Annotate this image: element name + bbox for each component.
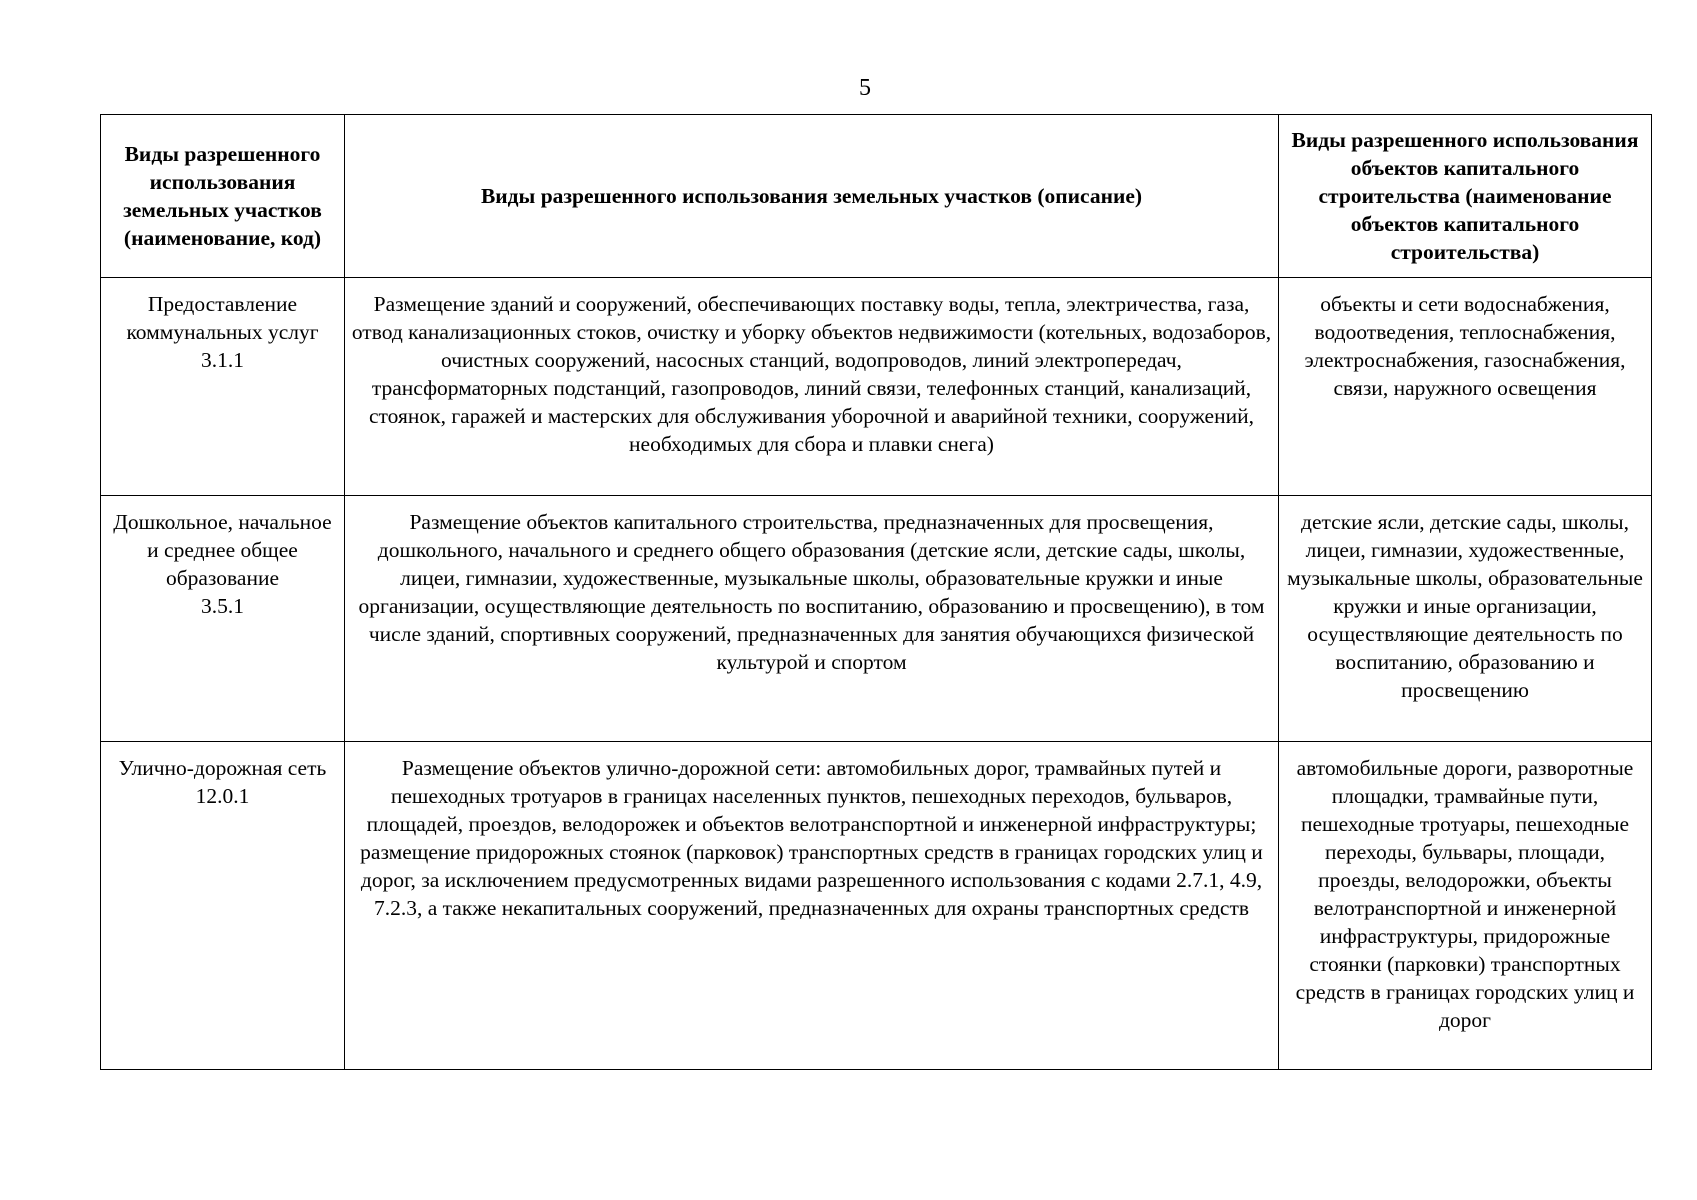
page-number: 5 [859,75,871,101]
land-use-name: Предоставление коммунальных услуг [126,292,319,344]
table-row [101,742,1652,1070]
land-use-description: Размещение объектов улично-дорожной сети: автомобильных дорог, трамвайных путей и пешеходных тротуаров в границах населенных пунктов, пешеходных переходов, бульваров, площадей, проездов, велодорожек и объектов велотранспортной и инженерной инфраструктуры; размещение придорожных стоянок (парковок) транспортных средств в границах городских улиц и дорог, за исключением предусмотренных видами разрешенного использования с кодами 2.7.1, 4.9, 7.2.3, а также некапитальных сооружений, предназначенных для охраны транспортных средств [345,742,1279,1070]
land-use-code: 3.5.1 [201,594,244,618]
land-use-code: 12.0.1 [195,784,250,808]
table-row [101,278,1652,496]
land-use-code: 3.1.1 [201,348,244,372]
table-row [101,496,1652,742]
construction-objects: детские ясли, детские сады, школы, лицеи, гимназии, художественные, музыкальные школы, образовательные кружки и иные организации, осуществляющие деятельность по воспитанию, образованию и просвещению [1279,496,1652,742]
land-use-name: Дошкольное, начальное и среднее общее образование [113,510,332,590]
construction-objects: объекты и сети водоснабжения, водоотведения, теплоснабжения, электроснабжения, газоснабжения, связи, наружного освещения [1279,278,1652,496]
header-construction-objects: Виды разрешенного использования объектов капитального строительства (наименование объектов капитального строительства) [1279,115,1652,278]
land-use-description: Размещение зданий и сооружений, обеспечивающих поставку воды, тепла, электричества, газа, отвод канализационных стоков, очистку и уборку объектов недвижимости (котельных, водозаборов, очистных сооружений, насосных станций, водопроводов, линий электропередач, трансформаторных подстанций, газопроводов, линий связи, телефонных станций, канализаций, стоянок, гаражей и мастерских для обслуживания уборочной и аварийной техники, сооружений, необходимых для сбора и плавки снега) [345,278,1279,496]
land-use-name-cell [101,496,345,742]
header-land-use-code: Виды разрешенного использования земельных участков (наименование, код) [101,115,345,278]
construction-objects: автомобильные дороги, разворотные площадки, трамвайные пути, пешеходные тротуары, пешеходные переходы, бульвары, площади, проезды, велодорожки, объекты велотранспортной и инженерной инфраструктуры, придорожные стоянки (парковки) транспортных средств в границах городских улиц и дорог [1279,742,1652,1070]
table-header-row [101,115,1652,278]
header-land-use-description: Виды разрешенного использования земельных участков (описание) [345,115,1279,278]
land-use-description: Размещение объектов капитального строительства, предназначенных для просвещения, дошкольного, начального и среднего общего образования (детские ясли, детские сады, школы, лицеи, гимназии, художественные, музыкальные школы, образовательные кружки и иные организации, осуществляющие деятельность по воспитанию, образованию и просвещению), в том числе зданий, спортивных сооружений, предназначенных для занятия обучающихся физической культурой и спортом [345,496,1279,742]
land-use-name-cell [101,278,345,496]
land-use-name: Улично-дорожная сеть [118,756,327,780]
permitted-use-table [100,114,1652,1070]
land-use-name-cell [101,742,345,1070]
